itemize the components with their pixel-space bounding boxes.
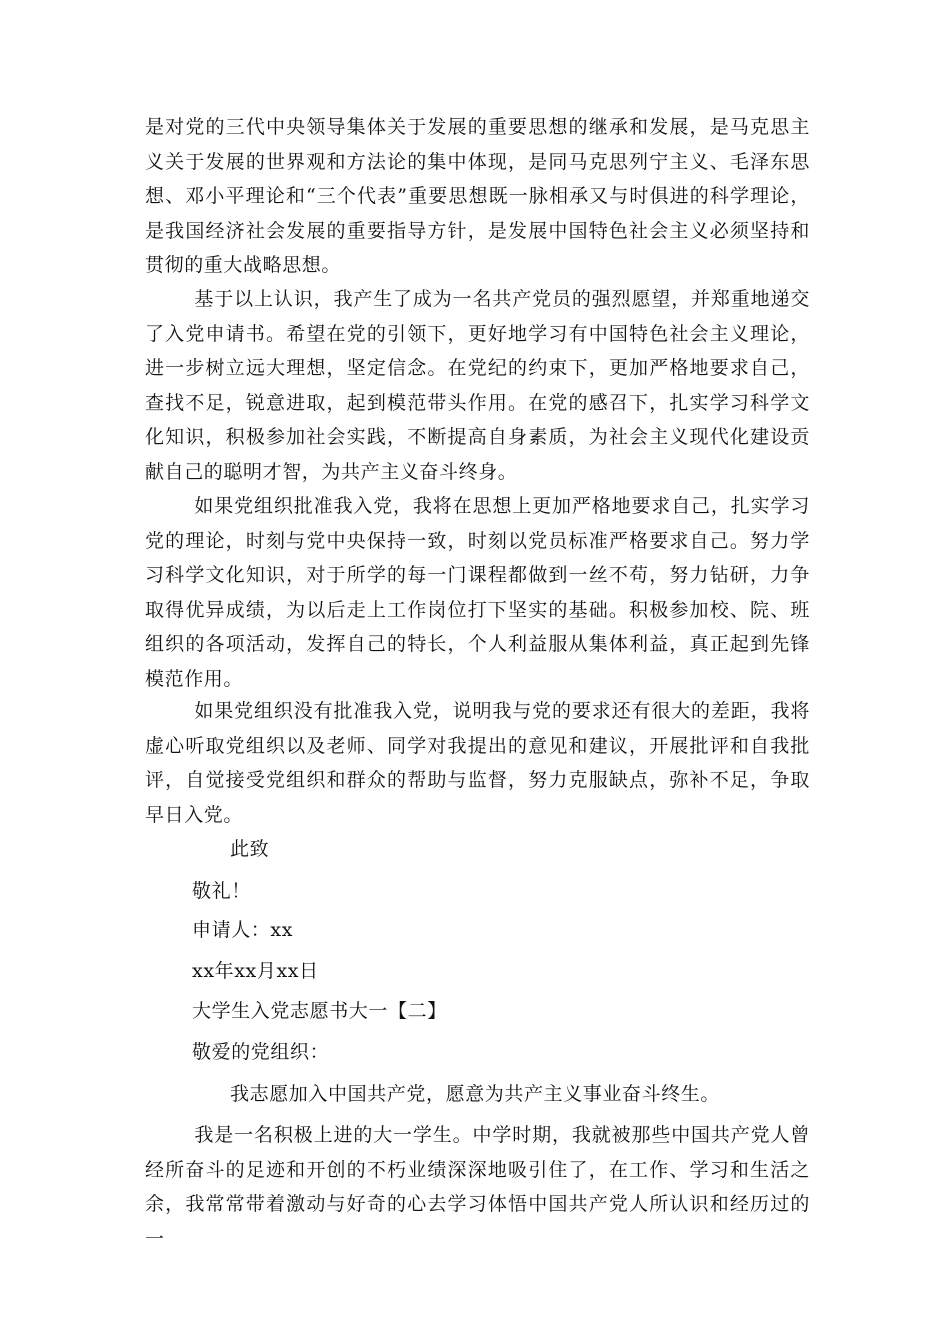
- closing-cizhi: 此致: [230, 838, 270, 860]
- applicant-line: 申请人：xx: [192, 919, 294, 941]
- section-title: 大学生入党志愿书大一【二】: [192, 1000, 447, 1022]
- intro-line: 我志愿加入中国共产党，愿意为共产主义事业奋斗终生。: [230, 1083, 721, 1105]
- paragraph-2: 基于以上认识，我产生了成为一名共产党员的强烈愿望，并郑重地递交了入党申请书。希望在党的引领下，更好地学习有中国特色社会主义理论，进一步树立远大理想，坚定信念。在党纪的约束下，更加严格地要求自己，查找不足，锐意进取，起到模范带头作用。在党的感召下，扎实学习科学文化知识，积极参加社会实践，不断提高自身素质，为社会主义现代化建设贡献自己的聪明才智，为共产主义奋斗终身。: [145, 288, 810, 483]
- paragraph-last: 我是一名积极上进的大一学生。中学时期，我就被那些中国共产党人曾经所奋斗的足迹和开创的不朽业绩深深地吸引住了，在工作、学习和生活之余，我常常带着激动与好奇的心去学习体悟中国共产党人所认识和经历过的一: [145, 1124, 810, 1250]
- closing-jingli: 敬礼！: [192, 880, 251, 902]
- paragraph-3: 如果党组织批准我入党，我将在思想上更加严格地要求自己，扎实学习党的理论，时刻与党中央保持一致，时刻以党员标准严格要求自己。努力学习科学文化知识，对于所学的每一门课程都做到一丝不苟，努力钻研，力争取得优异成绩，为以后走上工作岗位打下坚实的基础。积极参加校、院、班组织的各项活动，发挥自己的特长，个人利益服从集体利益，真正起到先锋模范作用。: [145, 495, 810, 690]
- paragraph-1: 是对党的三代中央领导集体关于发展的重要思想的继承和发展，是马克思主义关于发展的世界观和方法论的集中体现，是同马克思列宁主义、毛泽东思想、邓小平理论和“三个代表”重要思想既一脉相承又与时俱进的科学理论，是我国经济社会发展的重要指导方针，是发展中国特色社会主义必须坚持和贯彻的重大战略思想。: [145, 116, 810, 276]
- paragraph-4: 如果党组织没有批准我入党，说明我与党的要求还有很大的差距，我将虚心听取党组织以及老师、同学对我提出的意见和建议，开展批评和自我批评，自觉接受党组织和群众的帮助与监督，努力克服缺点，弥补不足，争取早日入党。: [145, 700, 810, 826]
- date-line: xx年xx月xx日: [192, 960, 319, 982]
- salutation: 敬爱的党组织：: [192, 1041, 330, 1063]
